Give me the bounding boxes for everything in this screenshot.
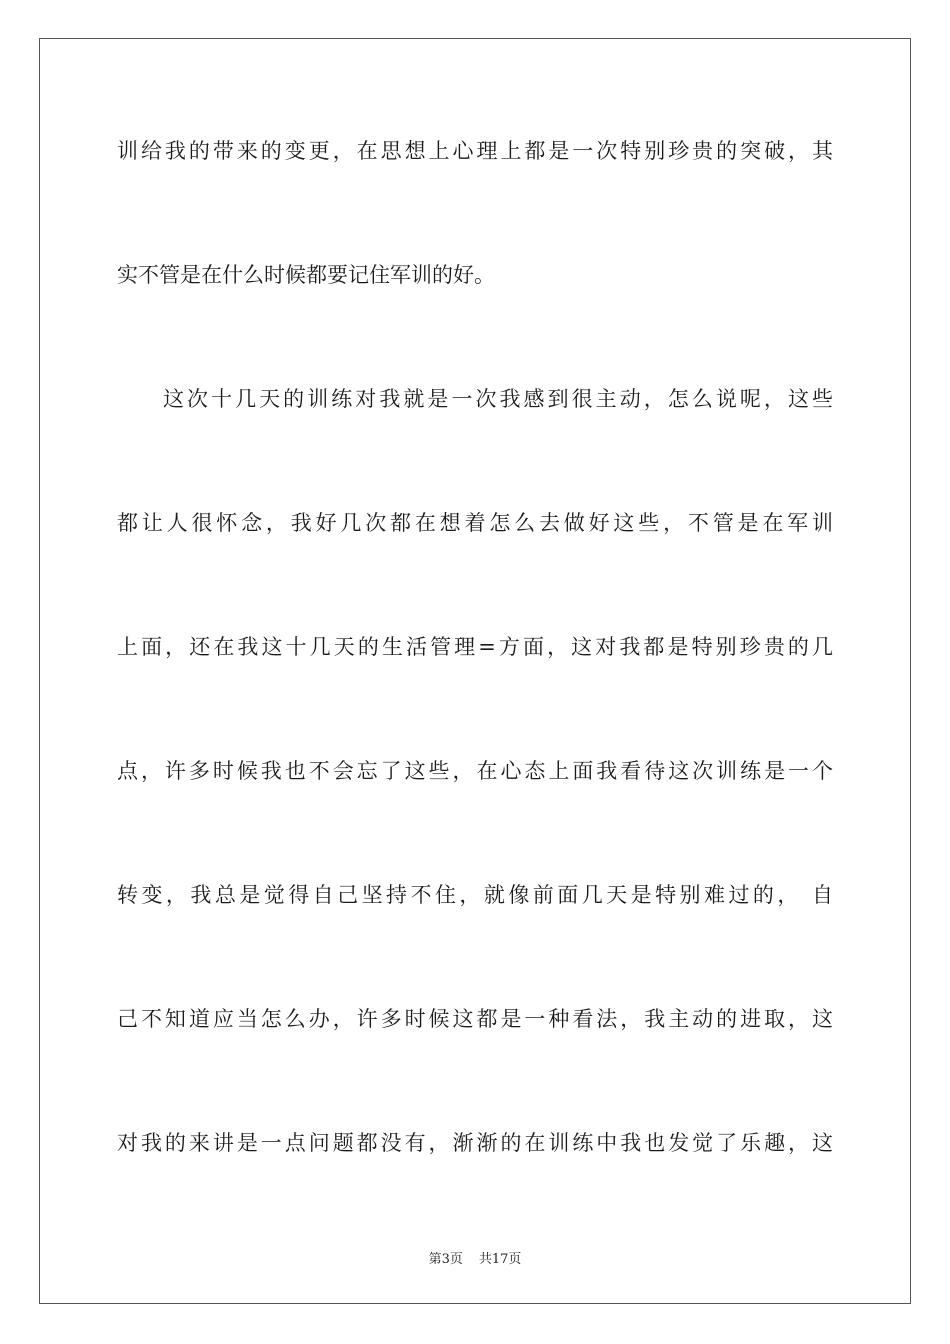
body-line-8: 己不知道应当怎么办，许多时候这都是一种看法，我主动的进取，这: [117, 1007, 833, 1031]
body-line-1: 训给我的带来的变更，在思想上心理上都是一次特别珍贵的突破，其: [117, 139, 833, 163]
body-line-2: 实不管是在什么时候都要记住军训的好。: [117, 263, 495, 287]
page-border: [39, 38, 911, 1304]
page-number: 第3页: [428, 1252, 463, 1267]
body-line-5: 上面，还在我这十几天的生活管理=方面，这对我都是特别珍贵的几: [117, 635, 833, 659]
page-footer: [0, 1248, 950, 1267]
body-line-6: 点，许多时候我也不会忘了这些，在心态上面我看待这次训练是一个: [117, 759, 833, 783]
body-line-4: 都让人很怀念，我好几次都在想着怎么去做好这些，不管是在军训: [117, 511, 833, 535]
body-line-9: 对我的来讲是一点问题都没有，渐渐的在训练中我也发觉了乐趣，这: [117, 1131, 833, 1155]
body-line-7: 转变，我总是觉得自己坚持不住，就像前面几天是特别难过的， 自: [117, 883, 833, 907]
page-total: 共17页: [478, 1252, 522, 1267]
body-line-3: 这次十几天的训练对我就是一次我感到很主动，怎么说呢，这些: [163, 387, 833, 411]
